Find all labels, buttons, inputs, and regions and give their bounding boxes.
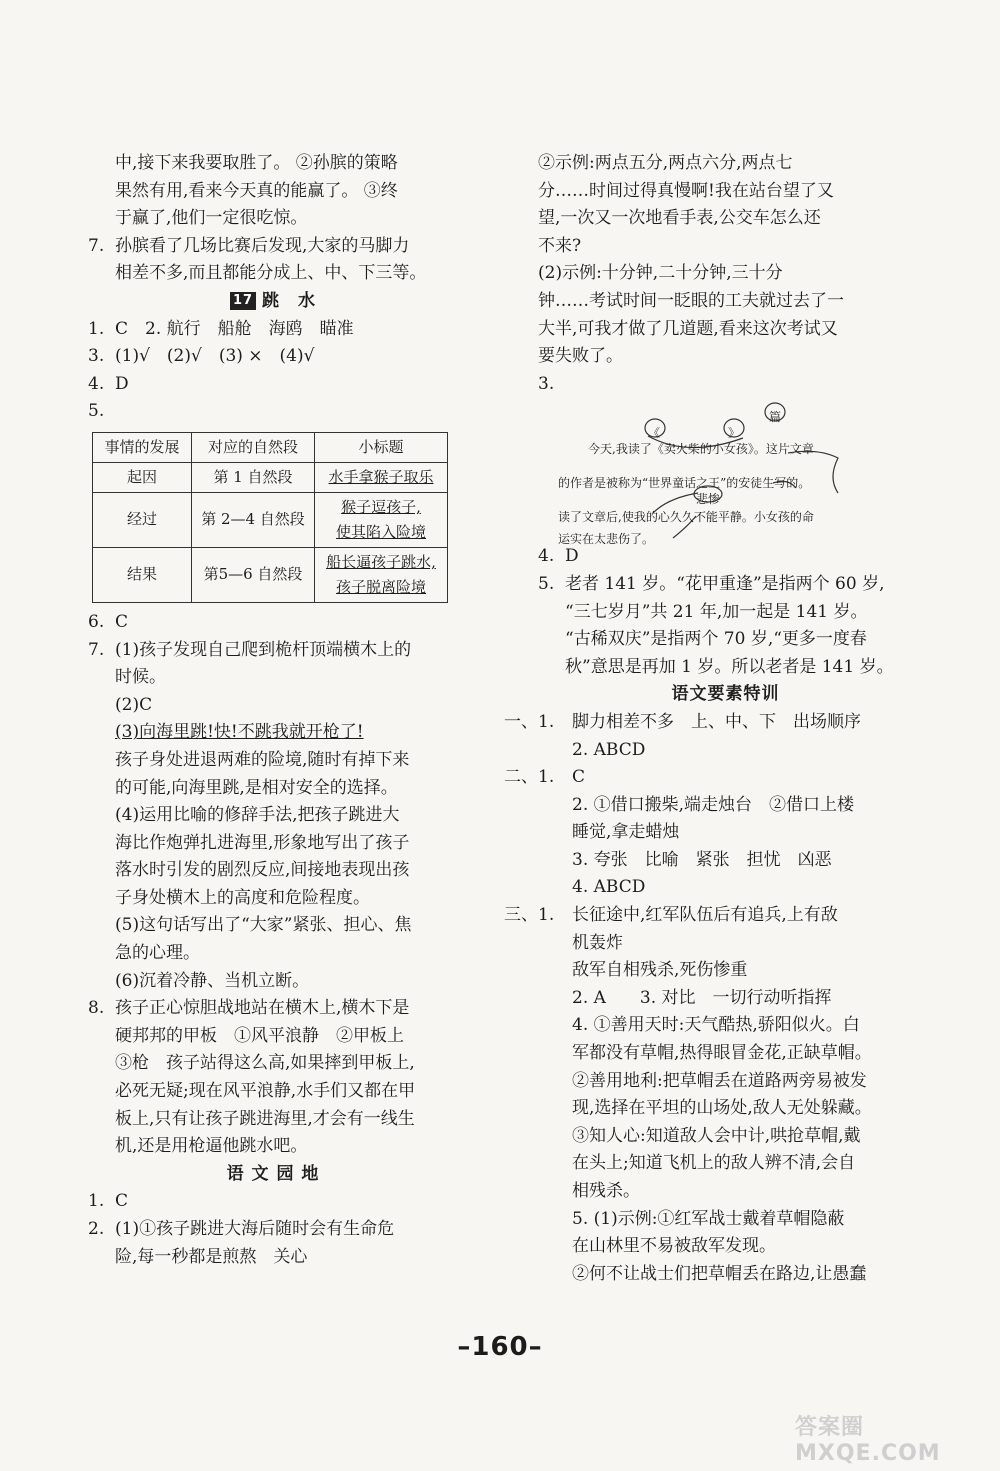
table-cell: 结果: [93, 547, 192, 602]
continued-line: 于赢了,他们一定很吃惊。: [115, 208, 308, 229]
proofread-line: 运实在太悲伤了。: [558, 532, 655, 547]
answer-item: 5.: [88, 401, 105, 422]
table-cell: 经过: [93, 492, 192, 547]
answer-item: 7. (1)孩子发现自己爬到桅杆顶端横木上的: [88, 639, 412, 660]
answer-item: 5. 老者 141 岁。“花甲重逢”是指两个 60 岁,: [538, 573, 885, 594]
proofreading-figure: [538, 398, 913, 547]
story-structure-table: [92, 432, 448, 603]
table-header: 小标题: [315, 432, 448, 462]
answer-item: 6. C: [88, 611, 129, 632]
answer-item: [88, 233, 458, 261]
table-cell: 起因: [93, 462, 192, 492]
replace-mark: 篇: [769, 410, 782, 425]
table-row: [93, 462, 448, 492]
answer-item: 4. D: [538, 546, 579, 567]
table-header: 事情的发展: [93, 432, 192, 462]
lesson-heading: [88, 288, 458, 316]
answer-item: 3. (1)√ (2)√ (3) × (4)√: [88, 346, 315, 367]
continued-line: 果然有用,看来今天真的能赢了。 ③终: [115, 180, 398, 201]
answer-item: 2. (1)①孩子跳进大海后随时会有生命危: [88, 1219, 395, 1239]
answer-item: 一、1. 脚力相差不多 上、中、下 出场顺序: [504, 711, 861, 732]
item-text: 孙膑看了几场比赛后发现,大家的马脚力: [115, 235, 410, 256]
item-text: 相差不多,而且都能分成上、中、下三等。: [115, 263, 427, 284]
left-column: 中,接下来我要取胜了。 ②孙膑的策略 果然有用,看来今天真的能赢了。 ③终 于赢了,他们一定很吃惊。 7. 孙膑看了几场比赛后发现,大家的马脚力 相差不多,而且都能分成上、中、下三等。 17 跳 水 1. C 2. 航行 船舱 海鸥 瞄准 3. (1)√ (2)√ (3) × (4)√ 4. D 5. 事情的发展 对应的自然段 小标题 起因 第 1 自然段 水手拿猴子取乐 经过 第 2—4 自然段 猴子逗孩子, 使其陷入险境 结果 第5—6 自然段 船长逼孩子跳水, 孩子脱离险境 6. C 7. (1)孩子发现自己爬到桅杆顶端横木上的 时候。 (2)C (3)向海里跳!快!不跳我就开枪了! 孩子身处进退两难的险境,随时有掉下来 的可能,向海里跳,是相对安全的选择。 (4)运用比喻的修辞手法,把孩子跳进大 海比作炮弹扎进海里,形象地写出了孩子 落水时引发的剧烈反应,间接地表现出孩 子身处横木上的高度和危险程度。 (5)这句话写出了“大家”紧张、担心、焦 急的心理。 (6)沉着冷静、当机立断。 8. 孩子正心惊胆战地站在横木上,横木下是 硬邦邦的甲板 ①风平浪静 ②甲板上 ③枪 孩子站得这么高,如果摔到甲板上, 必死无疑;现在风平浪静,水手们又都在甲 板上,只有让孩子跳进海里,才会有一线生 机,还是用枪逼他跳水吧。 语 文 园 地 1. C 2. (1)①孩子跳进大海后随时会有生命危 险,每一秒都是煎熬 关心: [88, 150, 458, 1271]
proofread-line: 读了文章后,使我的心久久不能平静。小女孩的命: [558, 510, 814, 525]
watermark: 答案圈 MXQE.COM: [795, 1415, 941, 1466]
continued-line: 不来?: [538, 235, 582, 256]
table-cell: 第5—6 自然段: [192, 547, 315, 602]
section-heading: 语 文 园 地: [226, 1163, 320, 1184]
right-column: ②示例:两点五分,两点六分,两点七 分……时间过得真慢啊!我在站台望了又 望,一次又一次地看手表,公交车怎么还 不来? (2)示例:十分钟,二十分钟,三十分 钟……考试时间一眨眼的工夫就过去了一 大半,可我才做了几道题,看来这次考试又 要失败了。 3. 《 》 篇 悲惨 今天,我读了《卖火柴的小女孩》。这片文章 的作者是被称为“世界童话之王”的安徒生写的。 读了文章后,使我的心久久不能平静。小女孩的命 运实在太悲伤了。 4. D 5. 老者 141 岁。“花甲重逢”是指两个 60 岁, “三七岁月”共 21 年,加一起是 141 岁。 “古稀双庆”是指两个 70 岁,“更多一度春 秋”意思是再加 1 岁。所以老者是 141 岁。 语文要素特训 一、1. 脚力相差不多 上、中、下 出场顺序 2. ABCD 二、1. C 2. ①借口搬柴,端走烛台 ②借口上楼 睡觉,拿走蜡烛 3. 夸张 比喻 紧张 担忧 凶恶 4. ABCD 三、1. 长征途中,红军队伍后有追兵,上有敌 机轰炸 敌军自相残杀,死伤惨重 2. A 3. 对比 一切行动听指挥 4. ①善用天时:天气酷热,骄阳似火。白 军都没有草帽,热得眼冒金花,正缺草帽。 ②善用地利:把草帽丢在道路两旁易被发 现,选择在平坦的山场处,敌人无处躲藏。 ③知人心:知道敌人会中计,哄抢草帽,戴 在头上;知道飞机上的敌人辨不清,会自 相残杀。 5. (1)示例:①红军战士戴着草帽隐蔽 在山林里不易被敌军发现。 ②何不让战士们把草帽丢在路边,让愚蠢: [538, 150, 913, 1288]
continued-line: 中,接下来我要取胜了。 ②孙膑的策略: [115, 153, 398, 173]
table-cell: 船长逼孩子跳水, 孩子脱离险境: [315, 547, 448, 602]
continued-line: 要失败了。: [538, 346, 623, 367]
table-cell: 猴子逗孩子, 使其陷入险境: [315, 492, 448, 547]
item-number: 7.: [88, 235, 105, 256]
table-row: [93, 547, 448, 602]
answer-item: 二、1. C: [504, 767, 586, 788]
table-header: 对应的自然段: [192, 432, 315, 462]
lesson-number-badge: 17: [230, 292, 256, 310]
answer-item: 4. D: [88, 373, 129, 394]
table-cell: 第 1 自然段: [192, 462, 315, 492]
replace-mark: 悲惨: [696, 492, 721, 507]
answer-item: 1. C 2. 航行 船舱 海鸥 瞄准: [88, 318, 354, 339]
answer-item: 1. C: [88, 1191, 129, 1212]
continued-line: 望,一次又一次地看手表,公交车怎么还: [538, 208, 821, 229]
answer-item: 3.: [538, 373, 555, 394]
table-cell: 水手拿猴子取乐: [315, 462, 448, 492]
continued-line: 分……时间过得真慢啊!我在站台望了又: [538, 180, 834, 201]
continued-line: 大半,可我才做了几道题,看来这次考试又: [538, 318, 838, 339]
continued-line: (2)示例:十分钟,二十分钟,三十分: [538, 263, 783, 284]
insert-mark: 《: [648, 426, 661, 441]
continued-line: ②示例:两点五分,两点六分,两点七: [538, 153, 793, 173]
answer-item: 三、1. 长征途中,红军队伍后有追兵,上有敌: [504, 905, 838, 926]
page-number: –160–: [457, 1332, 543, 1362]
answer-item: 8. 孩子正心惊胆战地站在横木上,横木下是: [88, 998, 410, 1019]
proofread-line: 的作者是被称为“世界童话之王”的安徒生写的。: [558, 476, 811, 491]
continued-line: 钟……考试时间一眨眼的工夫就过去了一: [538, 290, 844, 311]
table-cell: 第 2—4 自然段: [192, 492, 315, 547]
lesson-title: 跳 水: [262, 290, 317, 311]
table-header-row: [93, 432, 448, 462]
section-heading: 语文要素特训: [671, 684, 780, 705]
insert-mark: 》: [728, 426, 741, 441]
table-row: [93, 492, 448, 547]
proofread-line: 今天,我读了《卖火柴的小女孩》。这片文章: [588, 442, 814, 457]
